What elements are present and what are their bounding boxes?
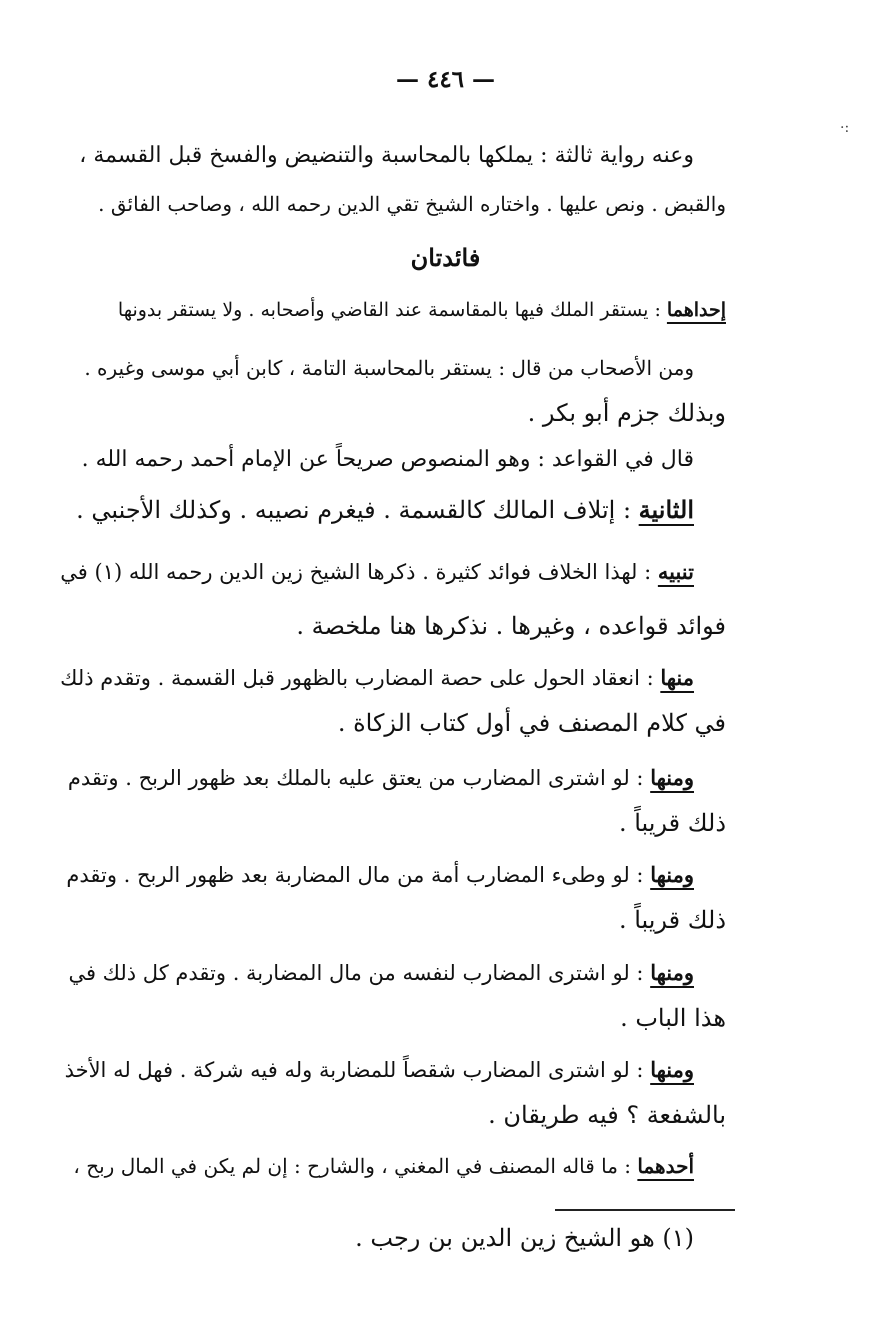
text-line-5-body: وبذلك جزم أبو بكر . (527, 399, 726, 427)
text-line-2-body: والقبض . ونص عليها . واختاره الشيخ تقي الدين رحمه الله ، وصاحب الفائق . (98, 192, 726, 216)
text-line-20-body: : ما قاله المصنف في المغني ، والشارح : إن لم يكن في المال ربح ، (73, 1154, 638, 1178)
text-line-8-body: : لهذا الخلاف فوائد كثيرة . ذكرها الشيخ زين الدين رحمه الله (١) في (60, 560, 658, 584)
text-line-9-body: فوائد قواعده ، وغيرها . نذكرها هنا ملخصة . (296, 612, 726, 640)
text-line-7-body: : إتلاف المالك كالقسمة . فيغرم نصيبه . وكذلك الأجنبي . (76, 496, 639, 524)
text-line-8 (60, 552, 694, 592)
text-line-4-body: ومن الأصحاب من قال : يستقر بالمحاسبة التامة ، كابن أبي موسى وغيره . (84, 356, 694, 380)
text-line-3-body: : يستقر الملك فيها بالمقاسمة عند القاضي وأصحابه . ولا يستقر بدونها (117, 299, 667, 321)
line-lead-word: الثانية (638, 495, 694, 524)
text-line-19-body: بالشفعة ؟ فيه طريقان . (488, 1101, 726, 1129)
line-lead-word: ومنها (650, 862, 694, 887)
text-line-13 (619, 803, 726, 843)
text-line-16-body: : لو اشترى المضارب لنفسه من مال المضاربة . وتقدم كل ذلك في (68, 961, 651, 985)
footnote: (١) هو الشيخ زين الدين بن رجب . (355, 1224, 694, 1252)
text-line-7 (76, 490, 694, 530)
line-lead-word: تنبيه (657, 559, 694, 584)
text-line-6-body: قال في القواعد : وهو المنصوص صريحاً عن الإمام أحمد رحمه الله . (81, 447, 694, 472)
text-line-13-body: ذلك قريباً . (618, 809, 726, 837)
text-line-6 (82, 440, 694, 480)
text-line-18-body: : لو اشترى المضارب شقصاً للمضاربة وله فيه شركة . فهل له الأخذ (64, 1058, 651, 1082)
text-line-1-body: وعنه رواية ثالثة : يملكها بالمحاسبة والتنضيض والفسخ قبل القسمة ، (79, 143, 694, 168)
text-line-9 (296, 606, 726, 646)
text-line-15-body: ذلك قريباً . (618, 906, 726, 934)
text-line-5 (528, 393, 726, 433)
footnote-divider (555, 1209, 735, 1211)
line-lead-word: إحداهما (666, 299, 726, 321)
text-line-10 (60, 658, 694, 698)
text-line-19 (488, 1095, 726, 1135)
line-lead-word: ومنها (650, 1057, 694, 1082)
line-lead-word: ومنها (650, 765, 694, 790)
text-line-15 (619, 900, 726, 940)
text-line-11-body: في كلام المصنف في أول كتاب الزكاة . (337, 709, 726, 737)
text-line-12 (68, 758, 694, 798)
text-line-11 (338, 703, 726, 743)
text-line-20 (73, 1146, 694, 1186)
section-heading: فائدتان (410, 243, 481, 272)
text-line-17-body: هذا الباب . (620, 1004, 726, 1032)
text-line-17 (620, 998, 726, 1038)
text-line-10-body: : انعقاد الحول على حصة المضارب بالظهور قبل القسمة . وتقدم ذلك (60, 666, 661, 690)
text-line-18 (65, 1050, 694, 1090)
text-line-2 (98, 184, 726, 224)
line-lead-word: أحدهما (637, 1154, 694, 1178)
text-line-1 (79, 136, 694, 176)
page-number: — ٤٤٦ — (395, 66, 496, 93)
text-line-4 (84, 348, 694, 388)
scan-speck: ·: (840, 120, 850, 136)
text-line-16 (68, 953, 694, 993)
text-line-14-body: : لو وطىء المضارب أمة من مال المضاربة بعد ظهور الربح . وتقدم (66, 863, 651, 887)
text-line-12-body: : لو اشترى المضارب من يعتق عليه بالملك بعد ظهور الربح . وتقدم (67, 766, 651, 790)
line-lead-word: منها (660, 665, 694, 690)
text-line-14 (66, 855, 694, 895)
line-lead-word: ومنها (650, 960, 694, 985)
text-line-3 (118, 290, 726, 330)
